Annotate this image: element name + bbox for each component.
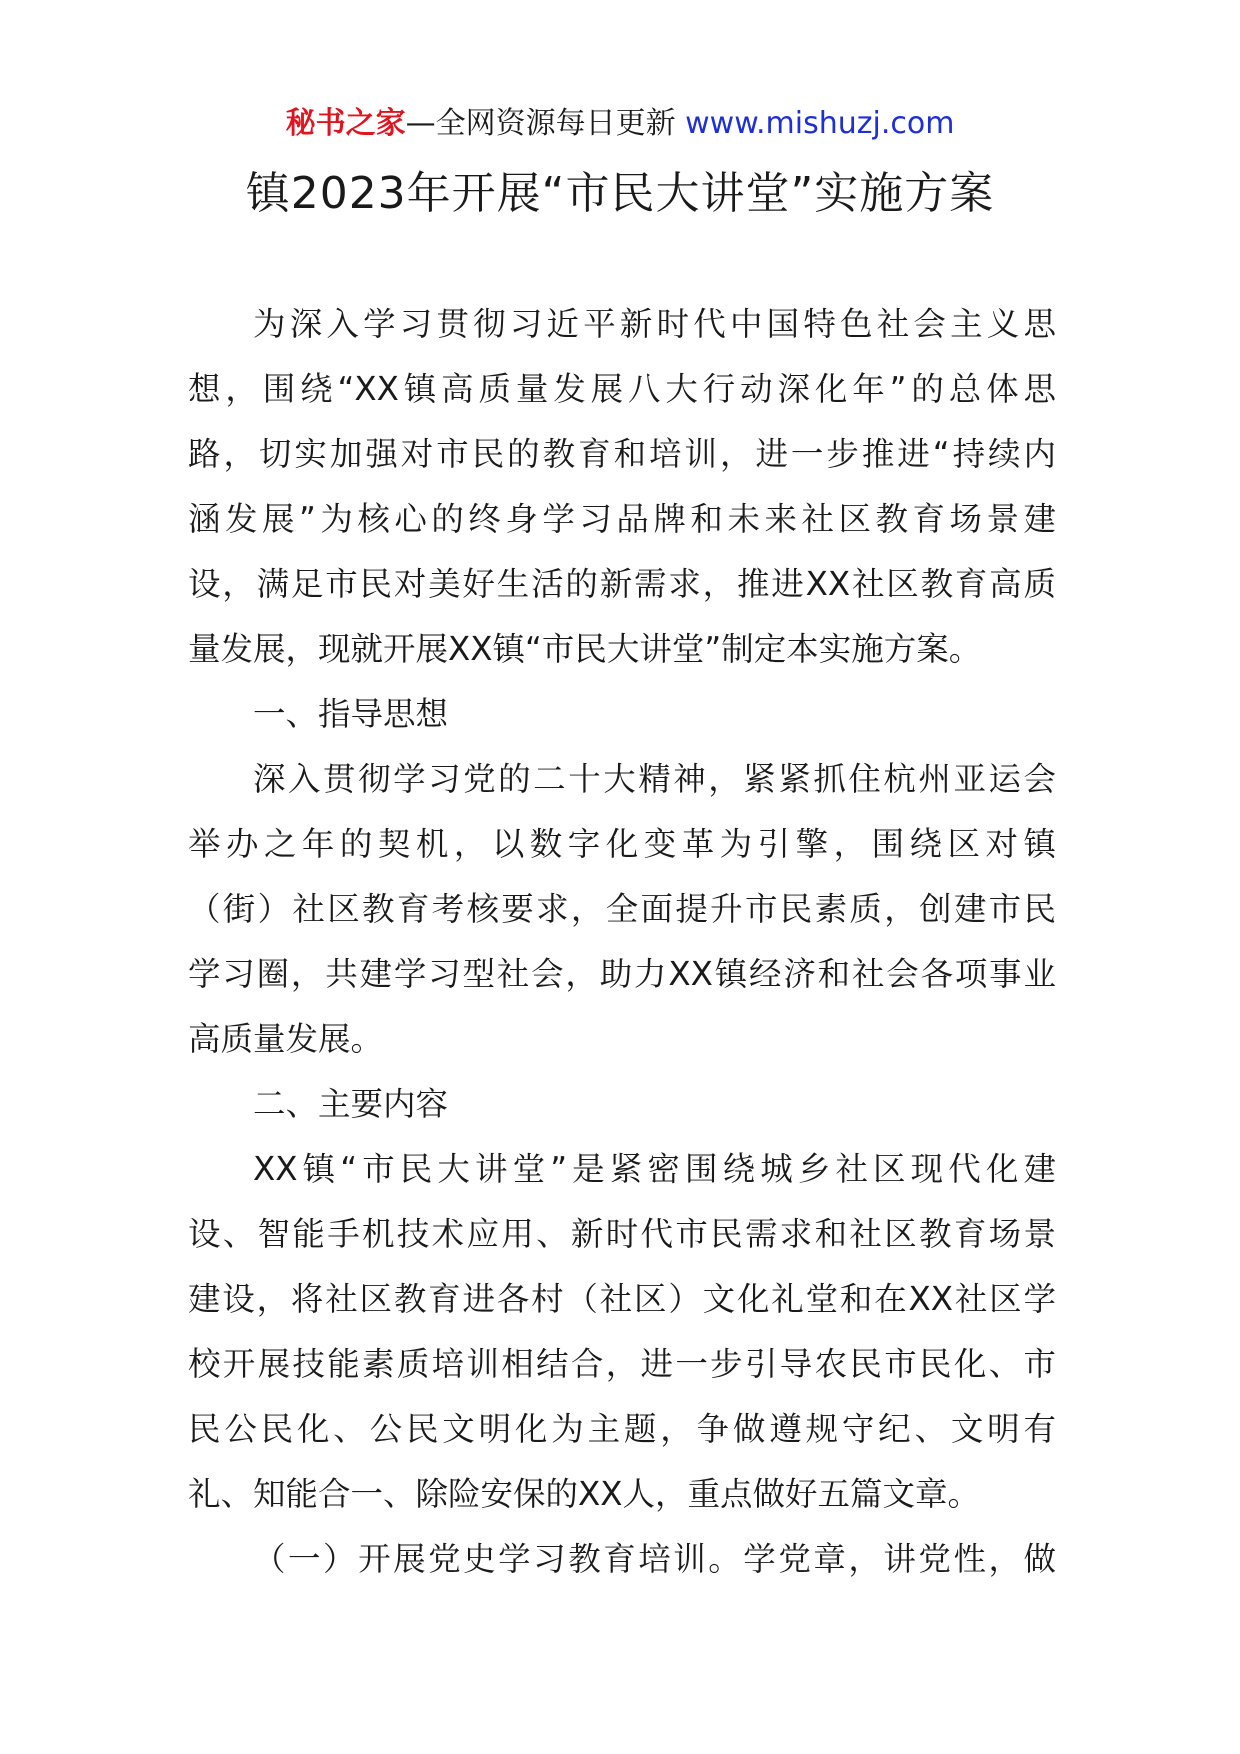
paragraph-line: 举办之年的契机，以数字化变革为引擎，围绕区对镇: [188, 825, 1056, 863]
section-heading: 一、指导思想: [253, 695, 449, 733]
paragraph-line: 学习圈，共建学习型社会，助力XX镇经济和社会各项事业: [188, 955, 1056, 993]
site-header: [0, 104, 1240, 144]
paragraph-line: 校开展技能素质培训相结合，进一步引导农民市民化、市: [188, 1345, 1056, 1383]
paragraph-line: 深入贯彻学习党的二十大精神，紧紧抓住杭州亚运会: [253, 760, 1056, 798]
paragraph-line: 路，切实加强对市民的教育和培训，进一步推进“持续内: [188, 435, 1056, 473]
paragraph-line: 建设，将社区教育进各村（社区）文化礼堂和在XX社区学: [188, 1280, 1056, 1318]
paragraph-line: 民公民化、公民文明化为主题，争做遵规守纪、文明有: [188, 1410, 1056, 1448]
paragraph-line: 涵发展”为核心的终身学习品牌和未来社区教育场景建: [188, 500, 1056, 538]
brand-name: 秘书之家: [285, 106, 406, 141]
site-url-link[interactable]: www.mishuzj.com: [685, 106, 955, 141]
document-body: [188, 292, 1056, 1592]
paragraph-line: 礼、知能合一、除险安保的XX人，重点做好五篇文章。: [188, 1475, 981, 1513]
paragraph-line: 为深入学习贯彻习近平新时代中国特色社会主义思: [253, 305, 1056, 343]
paragraph-line: 设、智能手机技术应用、新时代市民需求和社区教育场景: [188, 1215, 1056, 1253]
paragraph-line: （街）社区教育考核要求，全面提升市民素质，创建市民: [188, 890, 1056, 928]
paragraph-line: （一）开展党史学习教育培训。学党章，讲党性，做: [253, 1540, 1056, 1578]
paragraph-line: 设，满足市民对美好生活的新需求，推进XX社区教育高质: [188, 565, 1056, 603]
document-title: 镇2023年开展“市民大讲堂”实施方案: [245, 168, 995, 219]
paragraph-line: 高质量发展。: [188, 1020, 384, 1058]
paragraph-line: 量发展，现就开展XX镇“市民大讲堂”制定本实施方案。: [188, 630, 982, 668]
paragraph-line: 想，围绕“XX镇高质量发展八大行动深化年”的总体思: [188, 370, 1056, 408]
section-heading: 二、主要内容: [253, 1085, 449, 1123]
header-tagline: —全网资源每日更新: [405, 106, 676, 141]
paragraph-line: XX镇“市民大讲堂”是紧密围绕城乡社区现代化建: [253, 1150, 1056, 1188]
